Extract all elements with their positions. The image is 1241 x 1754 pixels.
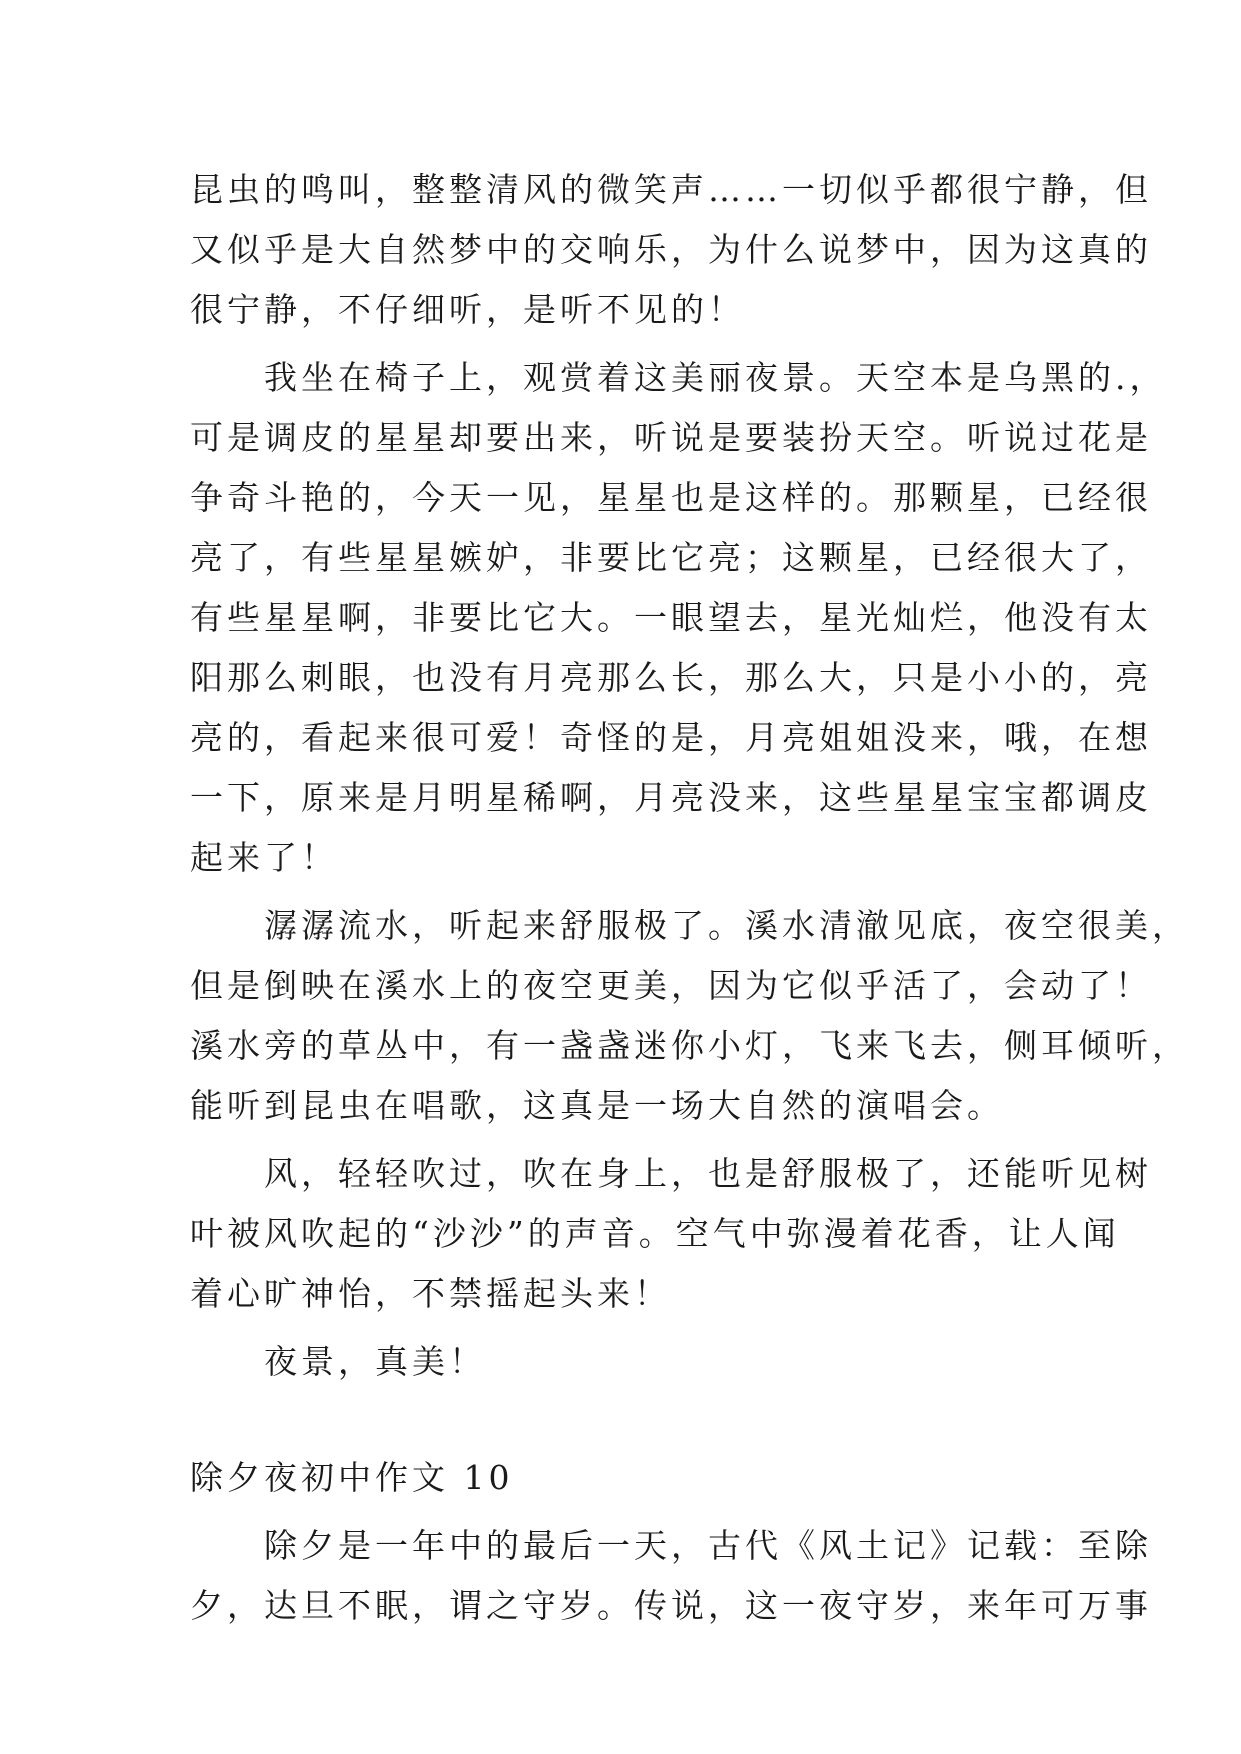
text-line: 亮了，有些星星嫉妒，非要比它亮；这颗星，已经很大了，	[190, 538, 1152, 577]
paragraph	[190, 1332, 1070, 1392]
text-line: 叶被风吹起的“沙沙”的声音。空气中弥漫着花香，让人闻	[190, 1214, 1120, 1253]
text-line: 亮的，看起来很可爱！奇怪的是，月亮姐姐没来，哦，在想	[190, 718, 1152, 757]
text-line: 争奇斗艳的，今天一见，星星也是这样的。那颗星，已经很	[190, 478, 1152, 517]
text-line: 阳那么刺眼，也没有月亮那么长，那么大，只是小小的，亮	[190, 658, 1152, 697]
text-line: 一下，原来是月明星稀啊，月亮没来，这些星星宝宝都调皮	[190, 778, 1152, 817]
paragraph	[190, 1144, 1152, 1324]
text-line: 潺潺流水，听起来舒服极了。溪水清澈见底，夜空很美，	[190, 906, 1189, 945]
text-line: 能听到昆虫在唱歌，这真是一场大自然的演唱会。	[190, 1086, 1004, 1125]
paragraph-spacing	[190, 1324, 1070, 1332]
text-line: 除夕是一年中的最后一天，古代《风土记》记载：至除	[190, 1526, 1152, 1565]
paragraph-spacing	[190, 1508, 1070, 1516]
text-line: 很宁静，不仔细听，是听不见的！	[190, 290, 745, 329]
text-line: 但是倒映在溪水上的夜空更美，因为它似乎活了，会动了！	[190, 966, 1152, 1005]
document-body	[190, 160, 1189, 1636]
paragraph	[190, 348, 1167, 888]
text-line: 又似乎是大自然梦中的交响乐，为什么说梦中，因为这真的	[190, 230, 1152, 269]
text-line: 着心旷神怡，不禁摇起头来！	[190, 1274, 671, 1313]
paragraph	[190, 896, 1189, 1136]
text-line: 有些星星啊，非要比它大。一眼望去，星光灿烂，他没有太	[190, 598, 1152, 637]
text-line: 可是调皮的星星却要出来，听说是要装扮天空。听说过花是	[190, 418, 1152, 457]
paragraph	[190, 160, 1152, 340]
text-line: 溪水旁的草丛中，有一盏盏迷你小灯，飞来飞去，侧耳倾听，	[190, 1026, 1189, 1065]
paragraph	[190, 1516, 1152, 1636]
text-line: 昆虫的鸣叫，整整清风的微笑声……一切似乎都很宁静，但	[190, 170, 1152, 209]
paragraph-spacing	[190, 340, 1070, 348]
section-heading: 除夕夜初中作文 10	[190, 1458, 514, 1497]
text-line: 夕，达旦不眠，谓之守岁。传说，这一夜守岁，来年可万事	[190, 1586, 1152, 1625]
paragraph-spacing	[190, 888, 1070, 896]
text-line: 夜景，真美！	[190, 1342, 486, 1381]
paragraph-spacing	[190, 1136, 1070, 1144]
text-line: 风，轻轻吹过，吹在身上，也是舒服极了，还能听见树	[190, 1154, 1152, 1193]
section-spacing	[190, 1392, 1070, 1448]
text-line: 起来了！	[190, 838, 338, 877]
text-line: 我坐在椅子上，观赏着这美丽夜景。天空本是乌黑的.，	[190, 358, 1167, 397]
